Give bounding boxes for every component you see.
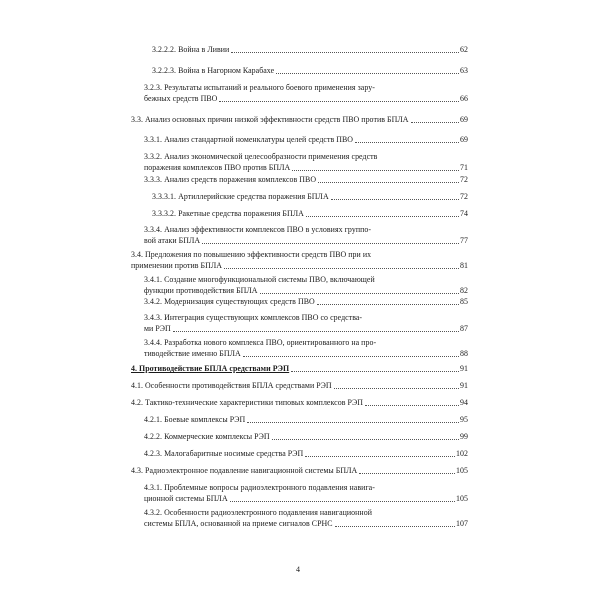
- toc-entry-title: 3.2.2.2. Война в Ливии: [152, 45, 230, 54]
- toc-entry: [131, 466, 468, 477]
- toc-entry-page: 63: [460, 66, 468, 75]
- toc-entry-title-line1: 4.3.2. Особенности радиоэлектронного подавления навигационной: [144, 508, 372, 517]
- toc-entry-title: ми РЭП: [144, 323, 171, 333]
- toc-entry: [144, 483, 468, 504]
- toc-entry-page: 77: [460, 235, 468, 245]
- toc-entry-page: 105: [456, 493, 468, 503]
- toc-entry-page: 74: [460, 209, 468, 218]
- toc-entry-page: 107: [456, 518, 468, 528]
- toc-entry-title-line1: 3.3.4. Анализ эффективности комплексов ПВО в условиях группо-: [144, 225, 372, 234]
- toc-entry-title: функции противодействия БПЛА: [144, 285, 258, 295]
- toc-entry: [152, 209, 468, 220]
- toc-entry: [144, 175, 468, 186]
- toc-entry: [144, 449, 468, 460]
- toc-entry: [144, 297, 468, 308]
- toc-entry-title: 3.3.3. Анализ средств поражения комплексов ПВО: [144, 175, 317, 184]
- toc-entry-page: 69: [460, 115, 468, 124]
- toc-entry: [131, 381, 468, 392]
- toc-entry-title-line1: 3.4. Предложения по повышению эффективности средств ПВО при их: [131, 250, 372, 259]
- toc-entry-title-line1: 3.3.2. Анализ экономической целесообразности применения средств: [144, 152, 378, 161]
- toc-entry-title: 3.3. Анализ основных причин низкой эффективности средств ПВО против БПЛА: [131, 115, 409, 124]
- toc-entry-title-line1: 3.4.1. Создание многофункциональной системы ПВО, включающей: [144, 275, 375, 284]
- toc-entry-title: 4.1. Особенности противодействия БПЛА средствами РЭП: [131, 381, 332, 390]
- toc-entry: [152, 192, 468, 203]
- toc-entry-title: бежных средств ПВО: [144, 93, 218, 103]
- toc-entry-page: 94: [460, 398, 468, 407]
- toc-entry-title: 4.2.1. Боевые комплексы РЭП: [144, 415, 246, 424]
- toc-entry-title: 3.4.2. Модернизация существующих средств ПВО: [144, 297, 315, 306]
- toc-entry: [144, 338, 468, 359]
- toc-entry-page: 62: [460, 45, 468, 54]
- toc-entry-title: 3.2.2.3. Война в Нагорном Карабахе: [152, 66, 275, 75]
- toc-entry: [152, 66, 468, 77]
- toc-entry-title: 4. Противодействие БПЛА средствами РЭП: [131, 364, 290, 373]
- toc-entry-title: 4.2. Тактико-технические характеристики типовых комплексов РЭП: [131, 398, 363, 407]
- toc-entry-title: применении против БПЛА: [131, 260, 223, 270]
- toc-entry: [131, 115, 468, 126]
- toc-entry: [131, 364, 468, 375]
- toc-entry-title: 4.3. Радиоэлектронное подавление навигационной системы БПЛА: [131, 466, 358, 475]
- toc-entry-page: 105: [456, 466, 468, 475]
- toc-entry-page: 91: [460, 381, 468, 390]
- toc-entry-title: 3.3.1. Анализ стандартной номенклатуры целей средств ПВО: [144, 135, 354, 144]
- toc-entry: [152, 45, 468, 56]
- toc-entry-title-line1: 3.2.3. Результаты испытаний и реального боевого применения зару-: [144, 83, 375, 92]
- toc-entry-title: вой атаки БПЛА: [144, 235, 201, 245]
- toc-entry-page: 91: [460, 364, 468, 373]
- toc-entry-title-line1: 4.3.1. Проблемные вопросы радиоэлектронного подавления навига-: [144, 483, 375, 492]
- toc-entry-title: 3.3.3.1. Артиллерийские средства поражения БПЛА: [152, 192, 329, 201]
- toc-entry: [144, 135, 468, 146]
- toc-entry-title: тиводействие именно БПЛА: [144, 348, 241, 358]
- toc-entry-page: 85: [460, 297, 468, 306]
- toc-entry-title: поражения комплексов ПВО против БПЛА: [144, 162, 291, 172]
- toc-entry-title-line1: 3.4.3. Интеграция существующих комплексов ПВО со средства-: [144, 313, 363, 322]
- toc-entry-title: 4.2.2. Коммерческие комплексы РЭП: [144, 432, 270, 441]
- toc-entry: [131, 250, 468, 271]
- toc-entry-title: 4.2.3. Малогабаритные носимые средства РЭП: [144, 449, 304, 458]
- toc-entry: [144, 508, 468, 529]
- toc-entry-page: 82: [460, 285, 468, 295]
- toc-entry-page: 87: [460, 323, 468, 333]
- toc-entry: [144, 432, 468, 443]
- toc-entry-page: 81: [460, 260, 468, 270]
- toc-entry: [131, 398, 468, 409]
- toc-entry-page: 95: [460, 415, 468, 424]
- toc-entry-title: системы БПЛА, основанной на приеме сигналов СРНС: [144, 518, 333, 528]
- toc-entry-page: 99: [460, 432, 468, 441]
- toc-entry-title-line1: 3.4.4. Разработка нового комплекса ПВО, ориентированного на про-: [144, 338, 377, 347]
- toc-entry-page: 72: [460, 192, 468, 201]
- page-number: 4: [296, 565, 300, 574]
- toc-entry-page: 72: [460, 175, 468, 184]
- toc-entry-page: 69: [460, 135, 468, 144]
- toc-entry: [144, 225, 468, 246]
- toc-entry: [144, 415, 468, 426]
- toc-entry-title: 3.3.3.2. Ракетные средства поражения БПЛА: [152, 209, 304, 218]
- toc-entry-title: ционной системы БПЛА: [144, 493, 228, 503]
- toc-entry-page: 88: [460, 348, 468, 358]
- toc-entry-page: 66: [460, 93, 468, 103]
- toc-entry: [144, 275, 468, 296]
- toc-entry: [144, 83, 468, 104]
- toc-entry: [144, 313, 468, 334]
- toc-entry: [144, 152, 468, 173]
- toc-entry-page: 71: [460, 162, 468, 172]
- toc-entry-page: 102: [456, 449, 468, 458]
